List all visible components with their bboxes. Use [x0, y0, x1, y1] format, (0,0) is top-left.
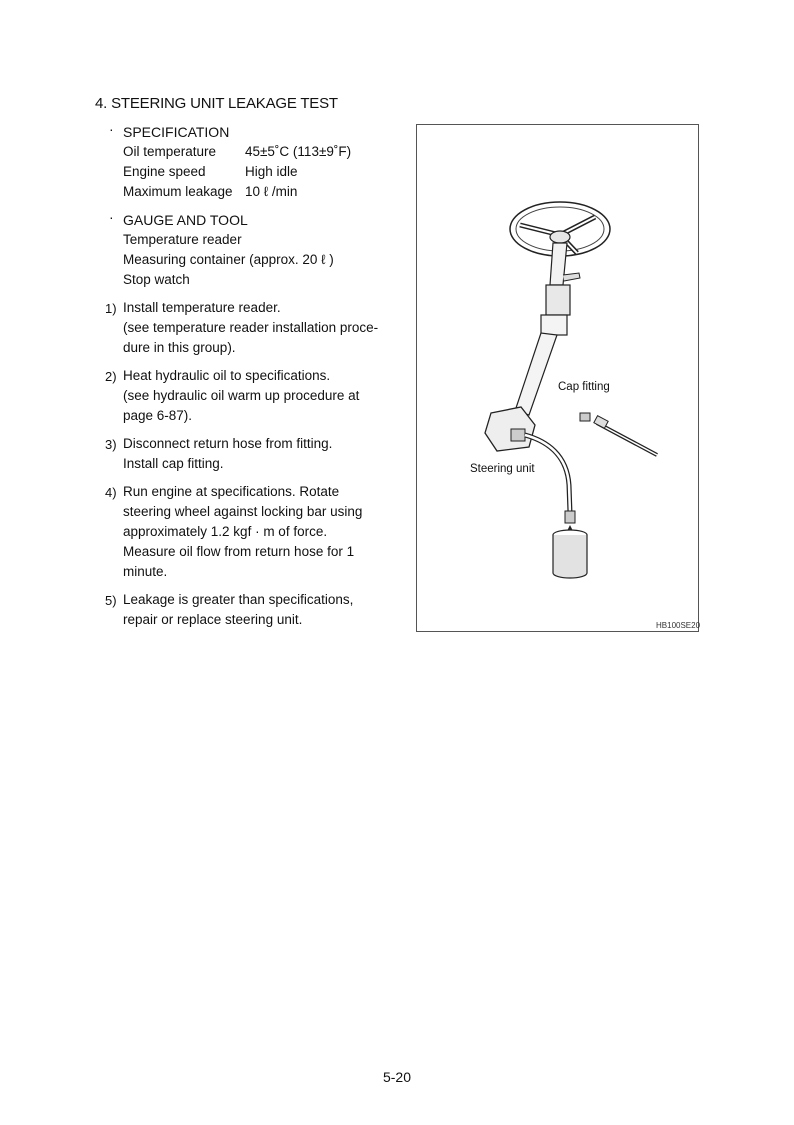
- step-line: (see temperature reader installation proce-: [123, 320, 379, 335]
- specification-table: [95, 142, 385, 202]
- step-line: approximately 1.2 kgf · m of force.: [123, 524, 328, 539]
- step-3: [95, 434, 385, 474]
- step-4: [95, 482, 385, 582]
- spec-label: Engine speed: [123, 164, 206, 179]
- specification-heading-text: SPECIFICATION: [123, 124, 230, 140]
- gauge-tool-heading: [95, 210, 385, 230]
- steering-unit-label: Steering unit: [470, 463, 535, 475]
- column-joint: [541, 315, 567, 335]
- step-line: Heat hydraulic oil to specifications.: [123, 368, 331, 383]
- spec-row: [123, 142, 385, 162]
- page-number: 5-20: [382, 1069, 412, 1085]
- step-line: dure in this group).: [123, 340, 236, 355]
- specification-heading: [95, 122, 385, 142]
- step-line: Disconnect return hose from fitting.: [123, 436, 333, 451]
- bullet-dot: ·: [109, 209, 114, 225]
- cap-fitting: [580, 413, 590, 421]
- gauge-tool-list: [95, 230, 385, 290]
- step-number: 5): [105, 593, 117, 608]
- steering-hub: [550, 231, 570, 243]
- step-line: Install cap fitting.: [123, 456, 224, 471]
- disconnected-hose-highlight: [597, 423, 657, 455]
- gauge-tool-heading-text: GAUGE AND TOOL: [123, 212, 248, 228]
- section-title: 4. STEERING UNIT LEAKAGE TEST: [95, 95, 338, 112]
- step-number: 4): [105, 485, 117, 500]
- spec-value: 45±5˚C (113±9˚F): [245, 144, 352, 159]
- step-line: Install temperature reader.: [123, 300, 281, 315]
- step-line: minute.: [123, 564, 168, 579]
- list-item: Measuring container (approx. 20 ℓ ): [123, 252, 334, 267]
- tilt-lever: [563, 273, 580, 281]
- measuring-container: [553, 535, 587, 578]
- steering-column-lower: [515, 333, 557, 415]
- list-item: Temperature reader: [123, 232, 242, 247]
- figure-code: HB100SE20: [656, 621, 701, 630]
- step-line: Leakage is greater than specifications,: [123, 592, 354, 607]
- step-line: (see hydraulic oil warm up procedure at: [123, 388, 360, 403]
- spec-value: High idle: [245, 164, 298, 179]
- spec-label: Maximum leakage: [123, 184, 233, 199]
- step-5: [95, 590, 385, 630]
- steering-unit-port: [511, 429, 525, 441]
- list-item: Stop watch: [123, 272, 190, 287]
- step-line: steering wheel against locking bar using: [123, 504, 363, 519]
- step-1: [95, 298, 385, 358]
- spec-value: 10 ℓ /min: [245, 184, 298, 199]
- step-number: 3): [105, 437, 117, 452]
- steering-unit-figure: [416, 124, 699, 632]
- step-line: Run engine at specifications. Rotate: [123, 484, 340, 499]
- bullet-dot: ·: [109, 121, 114, 137]
- hose-end-fitting: [565, 511, 575, 523]
- spec-row: [123, 162, 385, 182]
- spec-label: Oil temperature: [123, 144, 217, 159]
- step-2: [95, 366, 385, 426]
- step-line: Measure oil flow from return hose for 1: [123, 544, 355, 559]
- step-number: 2): [105, 369, 117, 384]
- cap-fitting-label: Cap fitting: [558, 381, 610, 393]
- steering-illustration: [417, 125, 700, 633]
- step-line: page 6-87).: [123, 408, 193, 423]
- step-number: 1): [105, 301, 117, 316]
- step-line: repair or replace steering unit.: [123, 612, 303, 627]
- spec-row: [123, 182, 385, 202]
- text-column: [95, 122, 385, 638]
- column-clamp: [546, 285, 570, 315]
